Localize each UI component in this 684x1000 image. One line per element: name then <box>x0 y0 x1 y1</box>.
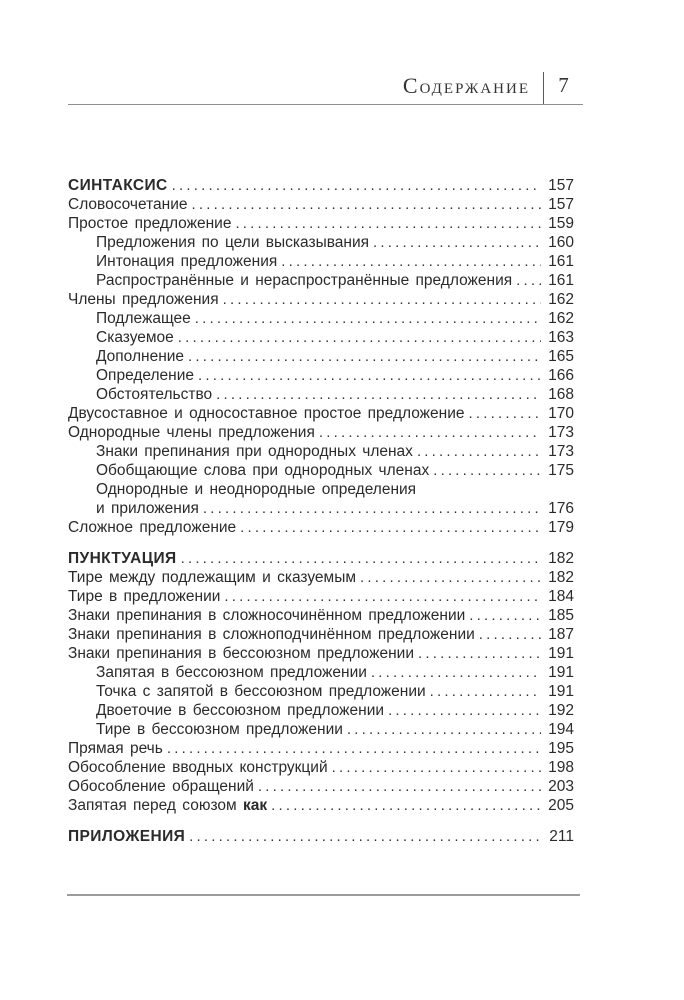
toc-leader-dots <box>465 606 541 625</box>
toc-leader-dots <box>464 404 541 423</box>
toc-entry-page: 160 <box>548 234 574 251</box>
toc-entry-label: Члены предложения <box>68 291 219 308</box>
toc-entry-label: Знаки препинания в сложноподчинённом предложении <box>68 626 475 643</box>
toc-entry-page: 187 <box>548 626 574 643</box>
toc-entry <box>68 214 574 233</box>
toc-leader-dots <box>277 252 541 271</box>
toc-entry-label: Определение <box>96 367 195 384</box>
toc-entry-label: Предложения по цели высказывания <box>96 234 370 251</box>
toc-leader-dots <box>199 499 541 518</box>
toc-entry <box>68 290 574 309</box>
toc-entry <box>68 758 574 777</box>
toc-entry-label: СИНТАКСИС <box>68 177 168 194</box>
toc-entry <box>68 309 574 328</box>
toc-entry-label: Запятая в бессоюзном предложении <box>96 664 367 681</box>
toc-entry-label: Однородные и неоднородные определения <box>96 481 417 498</box>
toc-entry <box>68 796 574 815</box>
toc-entry <box>68 606 574 625</box>
toc-entry-page: 194 <box>548 721 574 738</box>
toc-entry-page: 157 <box>548 196 574 213</box>
toc-entry-page: 161 <box>548 272 574 289</box>
toc-entry <box>68 739 574 758</box>
running-head-title: Содержание <box>402 73 530 98</box>
toc-leader-dots <box>194 366 541 385</box>
footer-rule <box>67 894 580 896</box>
toc-entry-page: 165 <box>548 348 574 365</box>
toc-entry-page: 192 <box>548 702 574 719</box>
toc-entry <box>68 328 574 347</box>
toc-entry <box>68 442 574 461</box>
toc-entry-page: 191 <box>548 664 574 681</box>
toc-entry <box>68 176 574 195</box>
toc-entry-label: Двусоставное и односоставное простое предложение <box>68 405 465 422</box>
toc-entry-label: Дополнение <box>96 348 185 365</box>
toc-entry-label: Однородные члены предложения <box>68 424 315 441</box>
toc-entry <box>68 663 574 682</box>
toc-entry-label: и приложения <box>96 500 199 517</box>
toc-entry-label: Распространённые и нераспространённые предложения <box>96 272 513 289</box>
toc-entry-page: 198 <box>548 759 574 776</box>
toc-leader-dots <box>236 518 541 537</box>
toc-entry-page: 182 <box>548 569 574 586</box>
toc-entry-page: 163 <box>548 329 574 346</box>
toc-entry-label: Обстоятельство <box>96 386 213 403</box>
toc-entry-page: 191 <box>548 645 574 662</box>
toc-entry-label: Интонация предложения <box>96 253 278 270</box>
toc-entry-label: Двоеточие в бессоюзном предложении <box>96 702 385 719</box>
toc-entry <box>68 195 574 214</box>
toc-entry-label: Знаки препинания в бессоюзном предложении <box>68 645 414 662</box>
toc-leader-dots <box>220 587 541 606</box>
toc-entry-label: ПУНКТУАЦИЯ <box>68 550 177 567</box>
toc-entry <box>68 827 574 846</box>
toc-entry <box>68 480 574 499</box>
toc-entry-page: 205 <box>548 797 574 814</box>
toc-entry <box>68 568 574 587</box>
toc-entry-label: Тире между подлежащим и сказуемым <box>68 569 356 586</box>
toc-entry-label: Запятая перед союзом как <box>68 797 268 814</box>
toc-entry <box>68 385 574 404</box>
toc-entry <box>68 644 574 663</box>
toc-entry-label: Обобщающие слова при однородных членах <box>96 462 430 479</box>
toc-entry <box>68 252 574 271</box>
toc-leader-dots <box>191 309 541 328</box>
toc-leader-dots <box>174 328 541 347</box>
toc-leader-dots <box>212 385 541 404</box>
toc-entry-page: 159 <box>548 215 574 232</box>
toc-leader-dots <box>356 568 541 587</box>
toc-entry-page: 184 <box>548 588 574 605</box>
toc-entry-page: 161 <box>548 253 574 270</box>
toc-entry <box>68 461 574 480</box>
toc-leader-dots <box>414 644 541 663</box>
page-header <box>68 74 583 105</box>
toc-leader-dots <box>185 827 541 846</box>
toc-entry-page: 175 <box>548 462 574 479</box>
table-of-contents <box>68 176 574 846</box>
toc-entry-label: Простое предложение <box>68 215 232 232</box>
toc-leader-dots <box>187 195 541 214</box>
toc-entry <box>68 682 574 701</box>
toc-entry-page: 166 <box>548 367 574 384</box>
toc-entry-label: Тире в бессоюзном предложении <box>96 721 343 738</box>
toc-entry <box>68 518 574 537</box>
toc-leader-dots <box>512 271 541 290</box>
toc-entry-page: 176 <box>548 500 574 517</box>
toc-entry-label: Тире в предложении <box>68 588 221 605</box>
toc-entry <box>68 701 574 720</box>
toc-entry-page: 157 <box>548 177 574 194</box>
toc-leader-dots <box>369 233 541 252</box>
toc-entry <box>68 404 574 423</box>
toc-leader-dots <box>219 290 541 309</box>
toc-entry <box>68 233 574 252</box>
toc-entry-page: 211 <box>549 828 574 845</box>
toc-leader-dots <box>343 720 541 739</box>
toc-leader-dots <box>413 442 541 461</box>
toc-leader-dots <box>328 758 541 777</box>
toc-entry-page: 170 <box>548 405 574 422</box>
toc-entry-page: 182 <box>548 550 574 567</box>
toc-entry <box>68 625 574 644</box>
toc-entry-label: Словосочетание <box>68 196 188 213</box>
toc-leader-dots <box>163 739 541 758</box>
toc-entry <box>68 777 574 796</box>
toc-leader-dots <box>177 549 541 568</box>
toc-leader-dots <box>315 423 541 442</box>
toc-entry-label: ПРИЛОЖЕНИЯ <box>68 828 186 845</box>
folio-page-number: 7 <box>558 73 569 97</box>
toc-entry-page: 195 <box>548 740 574 757</box>
toc-entry-page: 179 <box>548 519 574 536</box>
toc-leader-dots <box>267 796 541 815</box>
toc-entry <box>68 423 574 442</box>
toc-entry <box>68 720 574 739</box>
toc-entry-page: 203 <box>548 778 574 795</box>
toc-entry-label: Обособление вводных конструкций <box>68 759 328 776</box>
toc-entry-label: Знаки препинания при однородных членах <box>96 443 413 460</box>
toc-entry-page: 173 <box>548 443 574 460</box>
toc-entry-page: 168 <box>548 386 574 403</box>
toc-leader-dots <box>184 347 541 366</box>
toc-entry-page: 191 <box>548 683 574 700</box>
toc-leader-dots <box>475 625 541 644</box>
toc-entry-page: 162 <box>548 291 574 308</box>
toc-entry-page: 173 <box>548 424 574 441</box>
toc-entry-label: Обособление обращений <box>68 778 254 795</box>
toc-entry <box>68 366 574 385</box>
toc-leader-dots <box>254 777 541 796</box>
toc-entry <box>68 271 574 290</box>
toc-entry-label: Сказуемое <box>96 329 174 346</box>
toc-leader-dots <box>231 214 541 233</box>
toc-leader-dots <box>429 461 541 480</box>
toc-entry-label: Подлежащее <box>96 310 191 327</box>
toc-entry-label: Знаки препинания в сложносочинённом предложении <box>68 607 466 624</box>
toc-leader-dots <box>367 663 541 682</box>
toc-entry-label: Прямая речь <box>68 740 163 757</box>
toc-entry-page: 185 <box>548 607 574 624</box>
toc-entry-page: 162 <box>548 310 574 327</box>
toc-leader-dots <box>384 701 541 720</box>
toc-entry <box>68 587 574 606</box>
toc-entry <box>68 347 574 366</box>
toc-entry <box>68 549 574 568</box>
toc-leader-dots <box>426 682 541 701</box>
toc-leader-dots <box>168 176 541 195</box>
toc-entry <box>68 499 574 518</box>
toc-entry-label: Сложное предложение <box>68 519 237 536</box>
toc-entry-label: Точка с запятой в бессоюзном предложении <box>96 683 426 700</box>
